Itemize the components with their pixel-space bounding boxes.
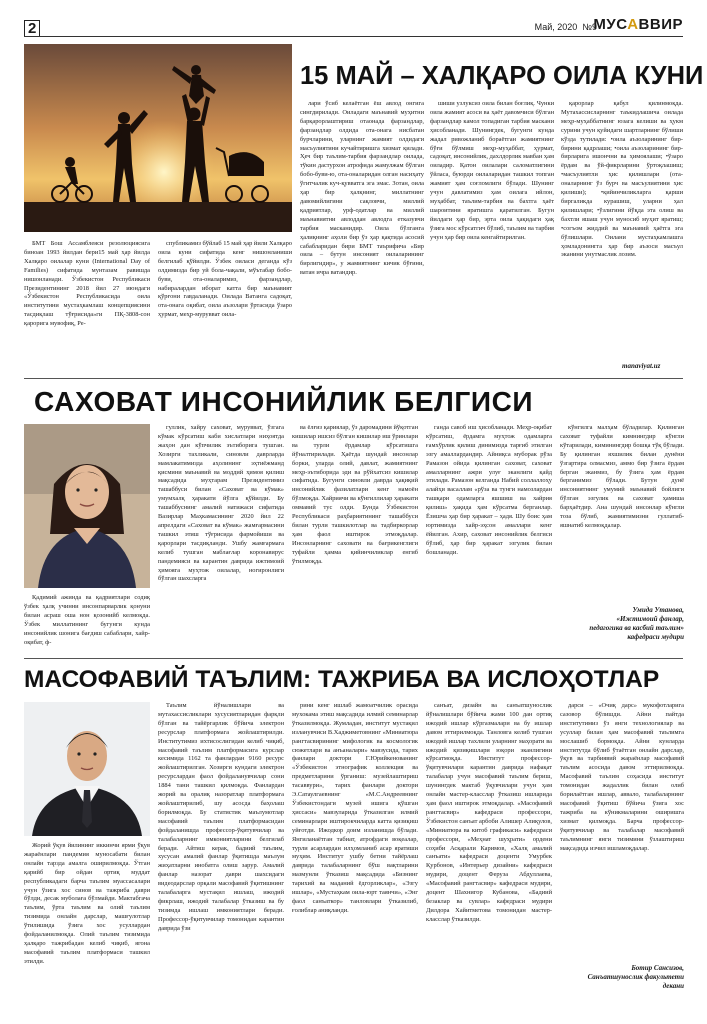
family-silhouette-photo [24,44,292,232]
article2-title: САХОВАТ ИНСОНИЙЛИК БЕЛГИСИ [34,386,534,417]
woman-portrait-image [24,424,150,588]
article3-column-5: дарси – «Очиқ дарс» мукофотларига сазовор бўлишди. Айни пайтда институтимиз ўз янги технологиялар ва усуллар билан ҳам масофавий таълимга мослашиб бормоқда. Айни кунларда институтда бўлиб ўтаётган онлайн дарслар, ўқув ва тарбиявий жараёнлар масофавий таълим асосида давом эттирилмоқда. Масофавий таълим соҳасида институт томонидан жадаллик билан олиб борилаётган ишлар, аввало, талабаларнинг масофавий ўқитиш бўйича ўзига хос тажриба ва кўникмаларини оширишга хизмат қилмоқда. Барча профессор-ўқитувчилар ва талабалар масофавий таълимнинг янги тизимини ўзлаштириш мақсадида изчил ишламоқдалар. [560,702,684,852]
article1-column-1: БМТ Бош Ассамблеяси резолюциясига биноан 1993 йилдан бери15 май ҳар йилда Халқаро оилалар куни (International Day of Families) сифатида мунтазам равишда нишонланади. Ўзбекистон Республикаси Президентининг 2018 йил 27 июндаги «Ўзбекистон Республикасида оила институтини мустаҳкамлаш концепциясини тасдиқлаш тўғрисида»ги ПҚ-3808-сон қарорига мувофиқ, Ре- [24,240,150,328]
article2-column-1: Қадимий ажинда ва қадриятлари содиқ ўзбек ҳалқ учинни инсонпарварлик қонуни билан асраш оша нон қозонийб келмоқда. Ўзбек миллатининг бугунги кунда инсонийлик шонига бағдиш сабаблари, хайр-оқибат, ф- [24,594,150,646]
article2-column-2: гуллик, хайру саховат, мурувват, ўзгага кўмак кўрсатиш каби хислатлари ниҳоятда жаҳон дан кўпчилик эътиборига тушган. Хозирги тахликали, синовли даврларда мамлакатимизда аҳолининг эҳтиёжманд қисмини маънавий ва моддий ҳимоя қилиш мақсадида муҳтарам Президентимиз ташаббуси билан «Саховат ва кўмак» умумхалқ ҳаракати йўлга қўйилди. Бу ташаббуснинг амалий натижаси сифатида Вазирлар Маҳкамасининг 2020 йил 22 апрелдаги «Саховат ва кўмак» жамғармасини ташкил этиш тўғрисида фармойиши ва қарорлари тасдиқланди. Ушбу жамғармага келиб тушган маблағлар коронавирус пандемияси ва карантин даврида ижтимоий ҳимояга муҳтож оилалар, ногиронлиги бўлган шахсларга [158,424,284,583]
article3-title: МАСОФАВИЙ ТАЪЛИМ: ТАЖРИБА ВА ИСЛОҲОТЛАР [24,666,660,693]
divider-2 [24,658,683,659]
article1-title: 15 МАЙ – ХАЛҚАРО ОИЛА КУНИ [300,62,704,90]
article1-column-2: спубликамиз бўйлаб 15 май ҳар йили Халқаро оила куни сифатида кенг нишонланиши белгилаб қўйилди. Ўзбек оиласи деганда кўз олдимизда бир уй бола-чақали, мўътабар бобо-буви, ота-оналаримиз, фарзандлар, набиралардан иборат катта бир маънавият қўрғони гавдаланади. Оилада Ватанга садоқат, ота-онага оқибат, оила аъзолари ўртасида ўзаро ҳурмат, меҳр-мурувват оила- [158,240,292,319]
article2-byline: Умида Утанова, «Ижтимоий фанлар, педагогика ва касбий таълим» кафедраси мудири [589,606,684,641]
masthead-rule [24,36,683,37]
article1-column-3: лари ўсиб келаётган ёш авлод онгига сингдирилади. Оиладаги маънавий муҳитни барқарорлаштириш отаонада фарзандлар, фарзандлар олдида ота-онага нисбатан бурчларини, уларнинг жамият олдидаги масъулиятини кучайтиришга хизмат қилади. Ҳеч бир таълим-тарбия фарзандлар оилада, тўкин дастурхон атрофида жамулжам бўлган бобо-буви-ю, ота-оналаридан олган насиҳату ўгитчалик куч-қувватга эга эмас. Зотан, оила ҳар бир ҳалқнинг, миллатнинг давомийлигини сақловчи, миллий қадриятлар, урф-одатлар ва миллий маънавиятни авлоддан авлодга етказувчи тарбия масканидир. Оила бўлганга ҳалиқнинг аҳоли бир ўз ҳар қақтида асосий сабабларидан бири БМТ таърифича «Бир оила – бутун инсоният оилаларининг бирлигидир», у жамиятнинг кичик бўғини, ватан ичра ватандир. [300,100,424,277]
article2-column-5: кўнгилга малҳам бўладилар. Қилинган саховат туфайли кимнингдир кўнгли кўтарилади, киминингдир бошқа тўқ бўлади. Бу қилинган яхшилик билан дунёни ўзгартира олмасмиз, аммо бир ўзига ёрдам берган эканмиз, бу ўзига ҳам ёрдам берганимиз бўлади. Бутун дунё инсониятнинг умумий маънавий бойлиги бўлган эзгулик ва саховат ҳамиша барҳаётдир. Ана шундай инсонлар кўнгли тоза бўлиб, жамиятимизни гуллатиб-яшнатиб келмоқдалар. [560,424,684,529]
issue-date: Май, 2020 №9 [534,22,597,32]
article1-source: manaviyat.uz [622,362,661,370]
article3-column-2: Таълим йўналишлари ва мутахассисликлари хусусиятларидан фарқли бўлган ва тайёргарлик бўйича электрон ресурслар платформага жойлаштирилди. Институтимиз ихтисослигидан келиб чиқиб, масофавий таълим платформасига курслар кесимида 1162 та фанлардан 9160 ресурс жойлаштирилган. Хозирги кундаги электрон ресурслардан фаол фойдаланувчилар сони 1884 тани ташкил қилмоқда. Фанлардан жорий ва оралиқ назоратлар платформага жойлаштирилиб, шу асосда баҳолаш борилмоқда. Бу статистик маълумотлар масофавий таълим платформасидан фойдаланишда профессор-ўқитувчилар ва талабаларнинг имкониятларини белгилаб беради. Айтиш керак, бадиий таълим, хусусан амалий фанлар ўқитишда маълум жиҳатларни инобатга олиш зарур. Амалий фанлар назорат даври шахсидаги видеодарслар орқали масофавий ўқитишнинг талабаларга мустақил ишлаш, ижодий фикрлаш, ижодий талабалар ўтказиш ва бу тизимда ишлаш имкониятлари беради. Профессор-ўқитувчилар томонидан карантин даврида ўзи [158,702,284,932]
article3-column-1: Жорий ўқув йилининг иккинчи ярми ўқув жараёнлари пандемия муносабати билан онлайн тарзда амалга оширилмоқда. Ўтган қарийб бир ойдан ортиқ муддат республикадаги барча таълим муассасалари учун ўзига хос синов ва тажриба даври бўлди, десак муболаға бўлмайди. Мактабгача таълим, ўрта таълим ва олий таълим тизимида онлайн дарслар, машғулотлар ўтилишида ўзига хос усуллардан фойдаланилмоқда. Олий таълим тизимида ҳалқаро тажрибадан келиб чиқиб, ягона масофавий таълим платформаси ташкил этилди. [24,842,150,965]
article3-column-3: рини кенг ишлаб жамоатчилик орасида мухокама этиш мақсадида илмий семинарлар ўтказилмоқда. Жумладан, институт мустақил изланувчиси В.Хаджиметовнинг «Миниатюра рангтасвирининг мифологик ва космологик сюжетлари ва анъаналари» мавзусида, тарих фанлари доктори Г.Юрийкенованинг «Ўзбекистон этнографик коллекция ва предметларини ўрганиш: музейлаштириш тасаввури», тарих фанлари доктори Э.Сатаулгаевнинг «М.С.Андреевнинг Ўзбекистондаги музей ишига қўшган ҳиссаси» мавзуларида ўтказилган илмий семинарлари иштирокчиларда катта қизиқиш уйғотди. Ижодкор доим изланишда бўлади. Янгиланаётган табиат, атрофдаги воқеалар, турли асарлардан илҳомланиб асар яратиши муҳим. Институт ушбу бетни тайёрлаш даврида талабаларнинг бўш вақтларини мазмунли ўтказиш мақсадида «Бизнинг тарихий ва маданий ёдгорликлар», «Эзгу ишлар», «Мустаҳкам оила-юрт таянчи», «Энг фаол санъаткор» танловлари ўтказилиб, ғолиблар аниқланди. [292,702,418,914]
masthead [24,6,683,36]
sunset-family-image [24,44,292,232]
article1-column-4: шиши узлуксиз оила билан боғлиқ. Чунки оила жамият асоси ва ҳаёт давомчиси бўлган фарзандлар камол топадиган тарбия маскани ҳисобланади. Шунингдек, бугунги кунда жадал ривожланиб бораётган жамиятнинг бўғи бўлмиш меҳр-муҳаббат, ҳурмат, садоқат, инсонийлик, дахлдорлик мавбан ҳам оиладир. Қатон оилалари саломатлигини ўйласа, буюрди оилаларидан ташкил топган жамият ҳам соғломлиги бўлади. Шунинг учун давлатимиз ҳам оилага ийлон, муҳаббат, таълим-тарбия ва бахтга ҳаёт шароитини яратишга қаратилган. Бугун йилдаги ҳар бир, эрта оила ҳақидаги ҳақ ўзига мос кўрсатгич бўлиб, таълим ва тарбия учун ҳар бир оила кенгайтирилган. [430,100,554,241]
article3-byline: Ботир Сансизов, Санъатшунослик факультети декани [587,964,684,990]
author-photo-man [24,702,150,836]
article1-column-5: қарорлар қабул қилинмоқда. Мутахассисларнинг таъкидлашича оилада меҳр-муҳаббатнинг юзага келиши ва ҳукм сурини учун қуйидаги шартларнинг бўлиши кўзда тутилади: •оила аъзоларининг бир-бирини қадрлаши; •оила аъзоларининг бир-бирларига ишончни ва ҳимоялаши; •ўзаро ёрдам ва ўй-фикрларини ўртоқлашиш; •масъулиятли ҳис қилишлари (ота-оналарнинг ўз бурч ва масъулиятини ҳис қилиши); •қийинчиликларга қарши биргаликда курашиш, уларни ҳал қилишлари; •ўзлигини йўқда эта олиш ва бахтли яшаш учун муносиб муҳит яратиш; •согъом жиддий ва маънавий ҳаётга эга бўлишлари. Оилани мустаҳкамлашга ҳомладонингга ҳар бир аъзоси масъул эканини унутмаслик лозим. [561,100,683,259]
article2-column-3: ва ёлғиз қариялар, ўз даромадини йўқотган кишилар ишсиз бўлган кишилар иш ўринлари ва турли ёрдамлар кўрсатишга йўналтирилади. Ҳаётда шундай инсонлар борки, уларда олий, давлат, жамиятнинг меҳр-эътиборида эди ва рўйхатсиз кишилар сифатида. Бугунги синовли даврда ҳақиқий инсонийлик фазилатлари кенг намоён бўлмоқда. Хайриячи ва кўнгиллилар ҳаракати оммавий тус олди. Бунда Ўзбекистон Республикаси раҳбариятининг ташаббуси билан турли ташкилотлар ва тадбиркорлар ҳам фаол иштирок этмоқдалар. Инсонларнинг саховати ва бағрикенглиги туфайли ҳамма қийинчиликлар енгиб ўтилмоқда. [292,424,418,565]
divider-1 [24,378,683,379]
man-portrait-image [24,702,150,836]
article2-column-4: ганда савоб иш ҳисобланади. Меҳр-оқибат кўрсатиш, ёрдамга муҳтож одамларга ғамхўрлик қилиш динимизда тарғиб этилган эзгу амаллардандир. Айниқса муборак рўза Рамазон ойида қилинган саховат, саховат амалларнинг ажри улуғ эканлиги қайд этилади. Рамазон келганда Набий соллаллоҳу алайҳи васаллам «рўза ва тунги намозлардан ташқари одамларга яшшиш ва хайрия қилиш» ҳақида ҳам кўрсатма берганлар. Ёзишча ҳар бир ҳаракат – ҳадя. Шу боис ҳам юртимизда хайр-эҳсон амаллари кенг ёйилган. Ахир, саховат инсонийлик белгиси бўлиб, ҳар бир ҳаракат эзгулик билан бошланади. [426,424,552,556]
article3-column-4: санъат, дизайн ва санъатшунослик йўналишлари бўйича жами 100 дан ортиқ ижодий ишлар кўргазмалари ва бу ишлар давом эттирилмоқда. Танловга келиб тушган ижодий ишлар тахлили уларнинг маҳорати ва ижодий қизиқишлари юқори эканлигини кўрсатмоқда. Институт профессор-ўқитувчилари карантин даврида нафақат талабалар учун масофавий таълим бериш, шунингдек мактаб ўқувчилари учун ҳам онлайн мастер-класслар ўтказиш ишларида ҳам фаол иштирок этмоқдалар. «Масофавий рангтасвир» кафедраси профессори, Ўзбекистон санъат арбоби Алишер Алиқулов, «Миниатюра ва китоб графикаси» кафедраси профессори, «Меҳнат шуҳрати» ордени соҳиби Асқарали Каримов, «Халқ амалий санъати» кафедраси доценти Умурбек Қурбонов, «Интерьер дизайни» кафедраси мудири, доцент Феруза Абдуллаева, «Масофавий рангтасвир» кафедраси мудири, доцент Шахнигор Кубанова, «Бадиий безаклар ва сувлар» кафедраси мудири Дилдора Хайитметова томонидан мастер-класслар ўтказилди. [426,702,552,923]
author-photo-woman [24,424,150,588]
page-number: 2 [24,20,40,37]
newspaper-logo: МУСАВВИР [593,16,683,33]
